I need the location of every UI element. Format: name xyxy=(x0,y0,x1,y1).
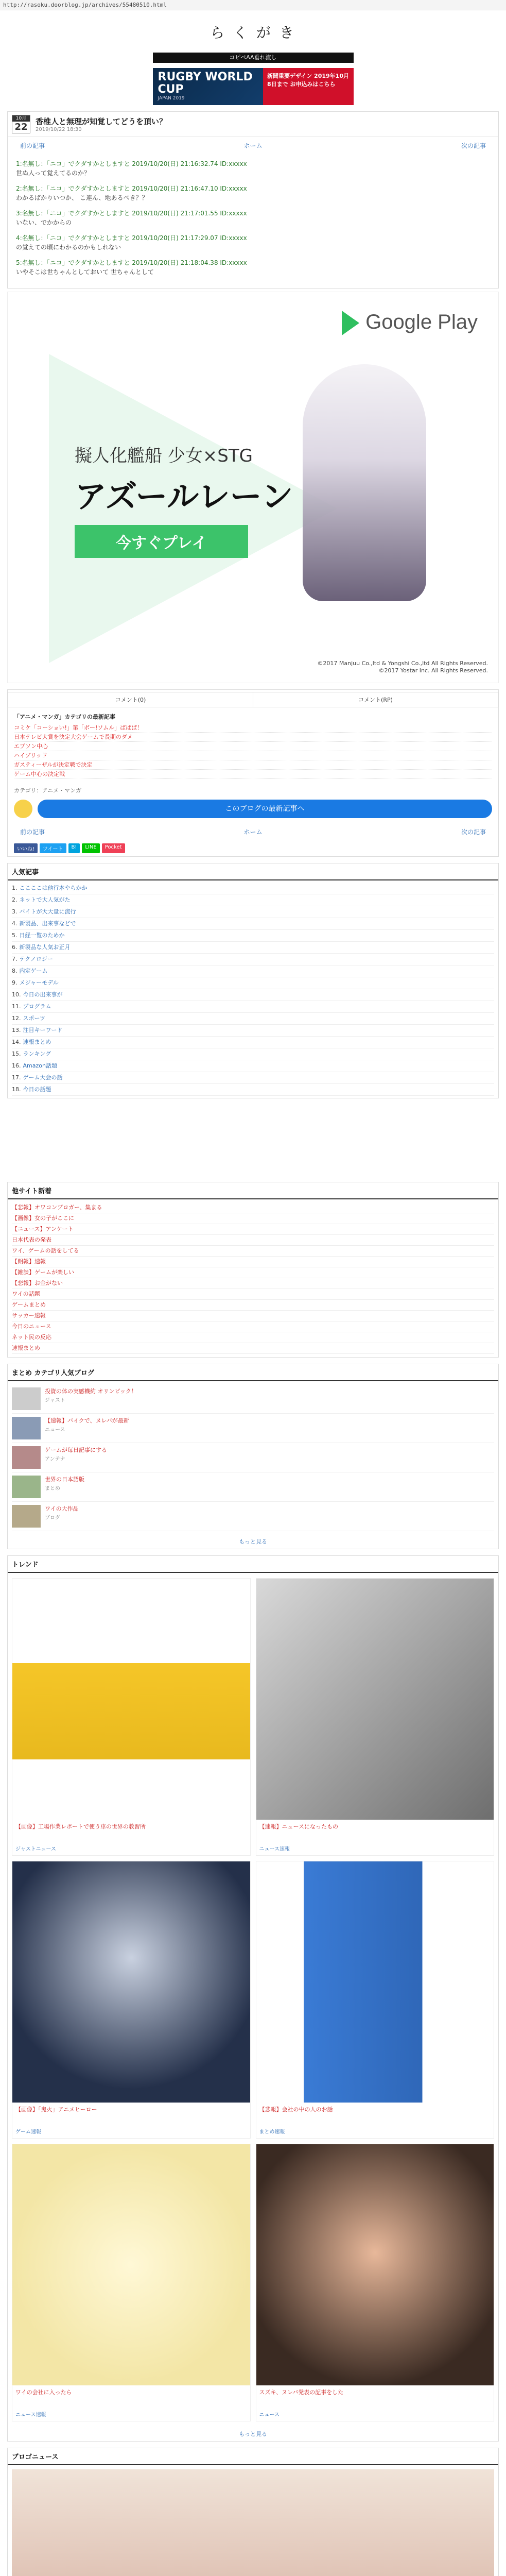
google-play-label: Google Play xyxy=(365,311,478,333)
article-body xyxy=(8,154,498,288)
prev-article-link[interactable]: 前の記事 xyxy=(20,142,45,149)
thumbnail xyxy=(12,1446,41,1469)
ranking-item[interactable]: 9. メジャーモデル xyxy=(12,977,494,989)
play-icon xyxy=(342,311,359,335)
comment-tab[interactable]: コメント(RP) xyxy=(358,697,393,703)
trend-card[interactable] xyxy=(12,2144,251,2421)
play-now-button[interactable]: 今すぐプレイ xyxy=(75,525,248,558)
trend-card[interactable] xyxy=(256,2144,495,2421)
truck-image xyxy=(12,1579,250,1820)
article-meta: 2019/10/22 18:30 xyxy=(36,127,82,132)
related-title: 「アニメ・マンガ」カテゴリの最新記事 xyxy=(14,714,116,720)
article-pager-bottom xyxy=(8,823,498,840)
trend-grid xyxy=(8,1573,498,2427)
trend-card[interactable] xyxy=(256,1861,495,2139)
blogos-section xyxy=(7,2448,499,2576)
feed-item[interactable]: サッカー速報 xyxy=(12,1311,494,1321)
comment-head: 2:名無し：「ニコ」でクダすかとしますと 2019/10/20(日) 21:16:47.10 ID:xxxxx xyxy=(16,185,247,192)
url-bar[interactable]: http://rasoku.doorblog.jp/archives/55480510.html xyxy=(0,0,506,10)
comment-head: 3:名無し：「ニコ」でクダすかとしますと 2019/10/20(日) 21:17:01.55 ID:xxxxx xyxy=(16,210,247,217)
feed-title: 他サイト新着 xyxy=(8,1182,498,1199)
matome-section xyxy=(7,1364,499,1549)
feed-item[interactable]: 【朗報】速報 xyxy=(12,1257,494,1267)
ranking-item[interactable]: 13. 注目キーワード xyxy=(12,1025,494,1037)
trend-more-link[interactable]: もっと見る xyxy=(239,2431,267,2437)
ranking-item[interactable]: 10. 今日の出来事が xyxy=(12,989,494,1001)
ranking-item[interactable]: 15. ランキング xyxy=(12,1048,494,1060)
site-header xyxy=(7,14,499,50)
ranking-item[interactable]: 3. バイトが大大量に流行 xyxy=(12,906,494,918)
ranking-item[interactable]: 12. スポーツ xyxy=(12,1013,494,1025)
ranking-item[interactable]: 6. 新製品な人気お正月 xyxy=(12,942,494,954)
comment-body: いやそこは世ちゃんとしておいて 世ちゃんとして xyxy=(16,268,154,276)
ranking-item[interactable]: 16. Amazon話題 xyxy=(12,1060,494,1072)
comment-body: 世ぬ人って覚えてるのか？ xyxy=(16,170,91,177)
matome-item[interactable]: ゲームが毎日記事にする アンテナ xyxy=(12,1443,494,1472)
blogos-list xyxy=(8,2465,498,2576)
rwc-panel xyxy=(153,68,264,105)
ranking-item[interactable]: 14. 速報まとめ xyxy=(12,1037,494,1048)
portrait-image xyxy=(256,2144,494,2385)
character-illustration xyxy=(303,364,426,601)
related-link[interactable]: コミケ「コーショい!」第「ボー!ソムル」ぱぱぱ！ xyxy=(14,723,492,733)
matome-item[interactable]: ワイの大作品 ブログ xyxy=(12,1502,494,1531)
related-link[interactable]: ハイブリッド xyxy=(14,751,492,760)
ranking-title: 人気記事 xyxy=(8,863,498,880)
matome-more-link[interactable]: もっと見る xyxy=(239,1538,267,1545)
meat-image[interactable] xyxy=(12,2469,494,2576)
matome-title: まとめ カテゴリ人気ブログ xyxy=(8,1364,498,1381)
comment-tabs xyxy=(8,692,498,707)
article-header xyxy=(8,112,498,137)
comment xyxy=(16,233,490,252)
date-box xyxy=(12,115,30,133)
trend-source: ジャストニュース xyxy=(15,1846,56,1852)
rwc-sub: JAPAN 2019 xyxy=(158,96,185,101)
ad-copy xyxy=(75,442,293,558)
copyright-line: ©2017 Yostar Inc. All Rights Reserved. xyxy=(378,667,488,674)
comment-body: いない、でかからの xyxy=(16,219,72,226)
prev-article-link[interactable]: 前の記事 xyxy=(20,828,45,836)
thumbnail xyxy=(12,1505,41,1528)
tweet-button[interactable]: ツイート xyxy=(40,843,66,853)
top-ad-banner[interactable] xyxy=(153,68,354,105)
trend-caption: 【画像】「鬼火」アニメヒーロー xyxy=(15,2106,97,2113)
feed-item[interactable]: 【悲報】お金がない xyxy=(12,1278,494,1289)
feed-item[interactable]: 【雑談】ゲームが楽しい xyxy=(12,1267,494,1278)
feed-item[interactable]: ネット民の反応 xyxy=(12,1332,494,1343)
after-article xyxy=(7,689,499,857)
office-workers-image xyxy=(12,2144,250,2385)
rwc-title: RUGBY WORLD CUP xyxy=(158,71,253,96)
ranking-item[interactable]: 7. テクノロジー xyxy=(12,954,494,965)
feed-item[interactable]: 【悲報】オワコンブロガー、集まる xyxy=(12,1202,494,1213)
company-building-image xyxy=(256,1861,494,2103)
comment xyxy=(16,209,490,227)
ranking-item[interactable]: 18. 今日の話題 xyxy=(12,1084,494,1096)
comment-tab[interactable]: コメント(0) xyxy=(8,692,253,707)
spacer xyxy=(7,1098,499,1176)
blogos-title: ブロゴニュース xyxy=(8,2448,498,2465)
related-link[interactable]: エプソン中心 xyxy=(14,742,492,751)
trend-source: まとめ速報 xyxy=(259,2129,285,2135)
date-month: 10月 xyxy=(12,115,30,122)
wheelchair-image xyxy=(256,1579,494,1820)
ranking-item[interactable]: 1. ここここは他行本やらかか xyxy=(12,883,494,894)
comment xyxy=(16,184,490,202)
trend-source: ゲーム速報 xyxy=(15,2129,41,2135)
related-link[interactable]: 日本テレビ大賞を決定大会ゲームで長期のダメ xyxy=(14,733,492,742)
trend-caption: ワイの会社に入ったら xyxy=(15,2389,72,2396)
trend-caption: 【悲報】会社の中の人のお話 xyxy=(259,2106,333,2113)
matome-list xyxy=(8,1381,498,1534)
copyright-line: ©2017 Manjuu Co.,ltd & Yongshi Co.,ltd All Rights Reserved. xyxy=(317,660,488,667)
related-articles xyxy=(8,707,498,784)
trend-section xyxy=(7,1555,499,2442)
next-article-link[interactable]: 次の記事 xyxy=(461,828,486,836)
google-play-ad[interactable] xyxy=(7,292,499,683)
thumbnail xyxy=(12,1387,41,1410)
article-pager-top xyxy=(8,137,498,154)
share-buttons xyxy=(8,840,498,856)
thumbnail xyxy=(12,1417,41,1439)
ranking-item[interactable]: 4. 新製品、出来事などで xyxy=(12,918,494,930)
ranking-list xyxy=(8,880,498,1098)
trend-source: ニュース速報 xyxy=(259,1846,290,1852)
trend-source: ニュース速報 xyxy=(15,2412,46,2418)
blog-icon xyxy=(14,800,32,818)
ad-game-title: アズールレーン xyxy=(75,478,293,515)
article-section xyxy=(7,111,499,289)
hatena-button[interactable]: B! xyxy=(68,843,80,853)
facebook-like-button[interactable]: いいね! xyxy=(14,843,38,853)
feed-item[interactable]: ゲームまとめ xyxy=(12,1300,494,1311)
related-link[interactable]: ガスティーザルが決定戦で決定 xyxy=(14,760,492,770)
ranking-item[interactable]: 8. 内定ゲーム xyxy=(12,965,494,977)
ranking-item[interactable]: 2. ネットで大人気がた xyxy=(12,894,494,906)
article-title[interactable]: 香椎人と無理が知覚してどうを頂い？ xyxy=(36,117,167,126)
ranking-item[interactable]: 5. 日経一覧のためか xyxy=(12,930,494,942)
comment xyxy=(16,258,490,277)
page-wrap xyxy=(7,14,499,2576)
thumbnail xyxy=(12,1476,41,1498)
blog-top-row xyxy=(14,800,492,818)
newspaper-promo: 新聞重要デザイン 2019年10月8日まで お申込みはこちら xyxy=(263,68,354,105)
matome-item[interactable]: 【速報】バイクで、ヌレバが最新 ニュース xyxy=(12,1414,494,1443)
related-link[interactable]: ゲーム中心の決定戦 xyxy=(14,770,492,779)
trend-card[interactable] xyxy=(256,1578,495,1856)
ranking-item[interactable]: 17. ゲーム大会の話 xyxy=(12,1072,494,1084)
trend-caption: スズキ、ヌレバ発表の記事をした xyxy=(259,2389,344,2396)
ranking-item[interactable]: 11. プログラム xyxy=(12,1001,494,1013)
feed-item[interactable]: 今日のニュース xyxy=(12,1321,494,1332)
trend-caption: 【速報】ニュースになったもの xyxy=(259,1823,338,1830)
feed-item[interactable]: 日本代表の発表 xyxy=(12,1235,494,1246)
site-logo[interactable]: ら く が き xyxy=(210,24,296,41)
comment-head: 4:名無し：「ニコ」でクダすかとしますと 2019/10/20(日) 21:17:29.07 ID:xxxxx xyxy=(16,234,247,242)
category-tag[interactable]: カテゴリ：アニメ・マンガ xyxy=(14,787,82,794)
trend-title: トレンド xyxy=(8,1556,498,1573)
comment-body: の覚えての頃にわかるのかもしれない xyxy=(16,244,121,251)
google-play-logo xyxy=(342,311,478,335)
feed-item[interactable]: 【画像】女の子がここに xyxy=(12,1213,494,1224)
feed-list xyxy=(8,1199,498,1357)
banner-head: コピペAA垂れ流し xyxy=(153,53,354,63)
matome-item[interactable]: 投資の体の実感機約 オリンピック！ ジャスト xyxy=(12,1384,494,1414)
comment xyxy=(16,159,490,178)
home-link[interactable]: ホーム xyxy=(243,828,263,836)
blog-top-button[interactable]: このブログの最新記事へ xyxy=(38,800,492,818)
hero-image xyxy=(12,1861,250,2103)
matome-item[interactable]: 世界の日本語版 まとめ xyxy=(12,1472,494,1502)
comment-body: わかるばかりいつか、 こ連ん、地あるべき？？ xyxy=(16,194,148,201)
trend-card[interactable] xyxy=(12,1861,251,2139)
feed-item[interactable]: ワイの話題 xyxy=(12,1289,494,1300)
trend-card[interactable] xyxy=(12,1578,251,1856)
trend-source: ニュース xyxy=(259,2412,280,2418)
next-article-link[interactable]: 次の記事 xyxy=(461,142,486,149)
ranking-section xyxy=(7,863,499,1098)
home-link[interactable]: ホーム xyxy=(243,142,263,149)
trend-caption: 【画像】工場作業レポートで使う車の世界の教習所 xyxy=(15,1823,146,1830)
feed-item[interactable]: 【ニュース】アンケート xyxy=(12,1224,494,1235)
feed-item[interactable]: 速報まとめ xyxy=(12,1343,494,1354)
date-day: 22 xyxy=(14,122,28,132)
feed-section xyxy=(7,1182,499,1358)
comment-head: 5:名無し：「ニコ」でクダすかとしますと 2019/10/20(日) 21:18:04.38 ID:xxxxx xyxy=(16,259,247,266)
pocket-button[interactable]: Pocket xyxy=(102,843,125,853)
comment-head: 1:名無し：「ニコ」でクダすかとしますと 2019/10/20(日) 21:16:32.74 ID:xxxxx xyxy=(16,160,247,167)
ad-copyright xyxy=(317,660,488,674)
ad-tagline: 擬人化艦船 少女×STG xyxy=(75,446,253,466)
line-button[interactable]: LINE xyxy=(82,843,99,853)
feed-item[interactable]: ワイ、ゲームの話をしてる xyxy=(12,1246,494,1257)
